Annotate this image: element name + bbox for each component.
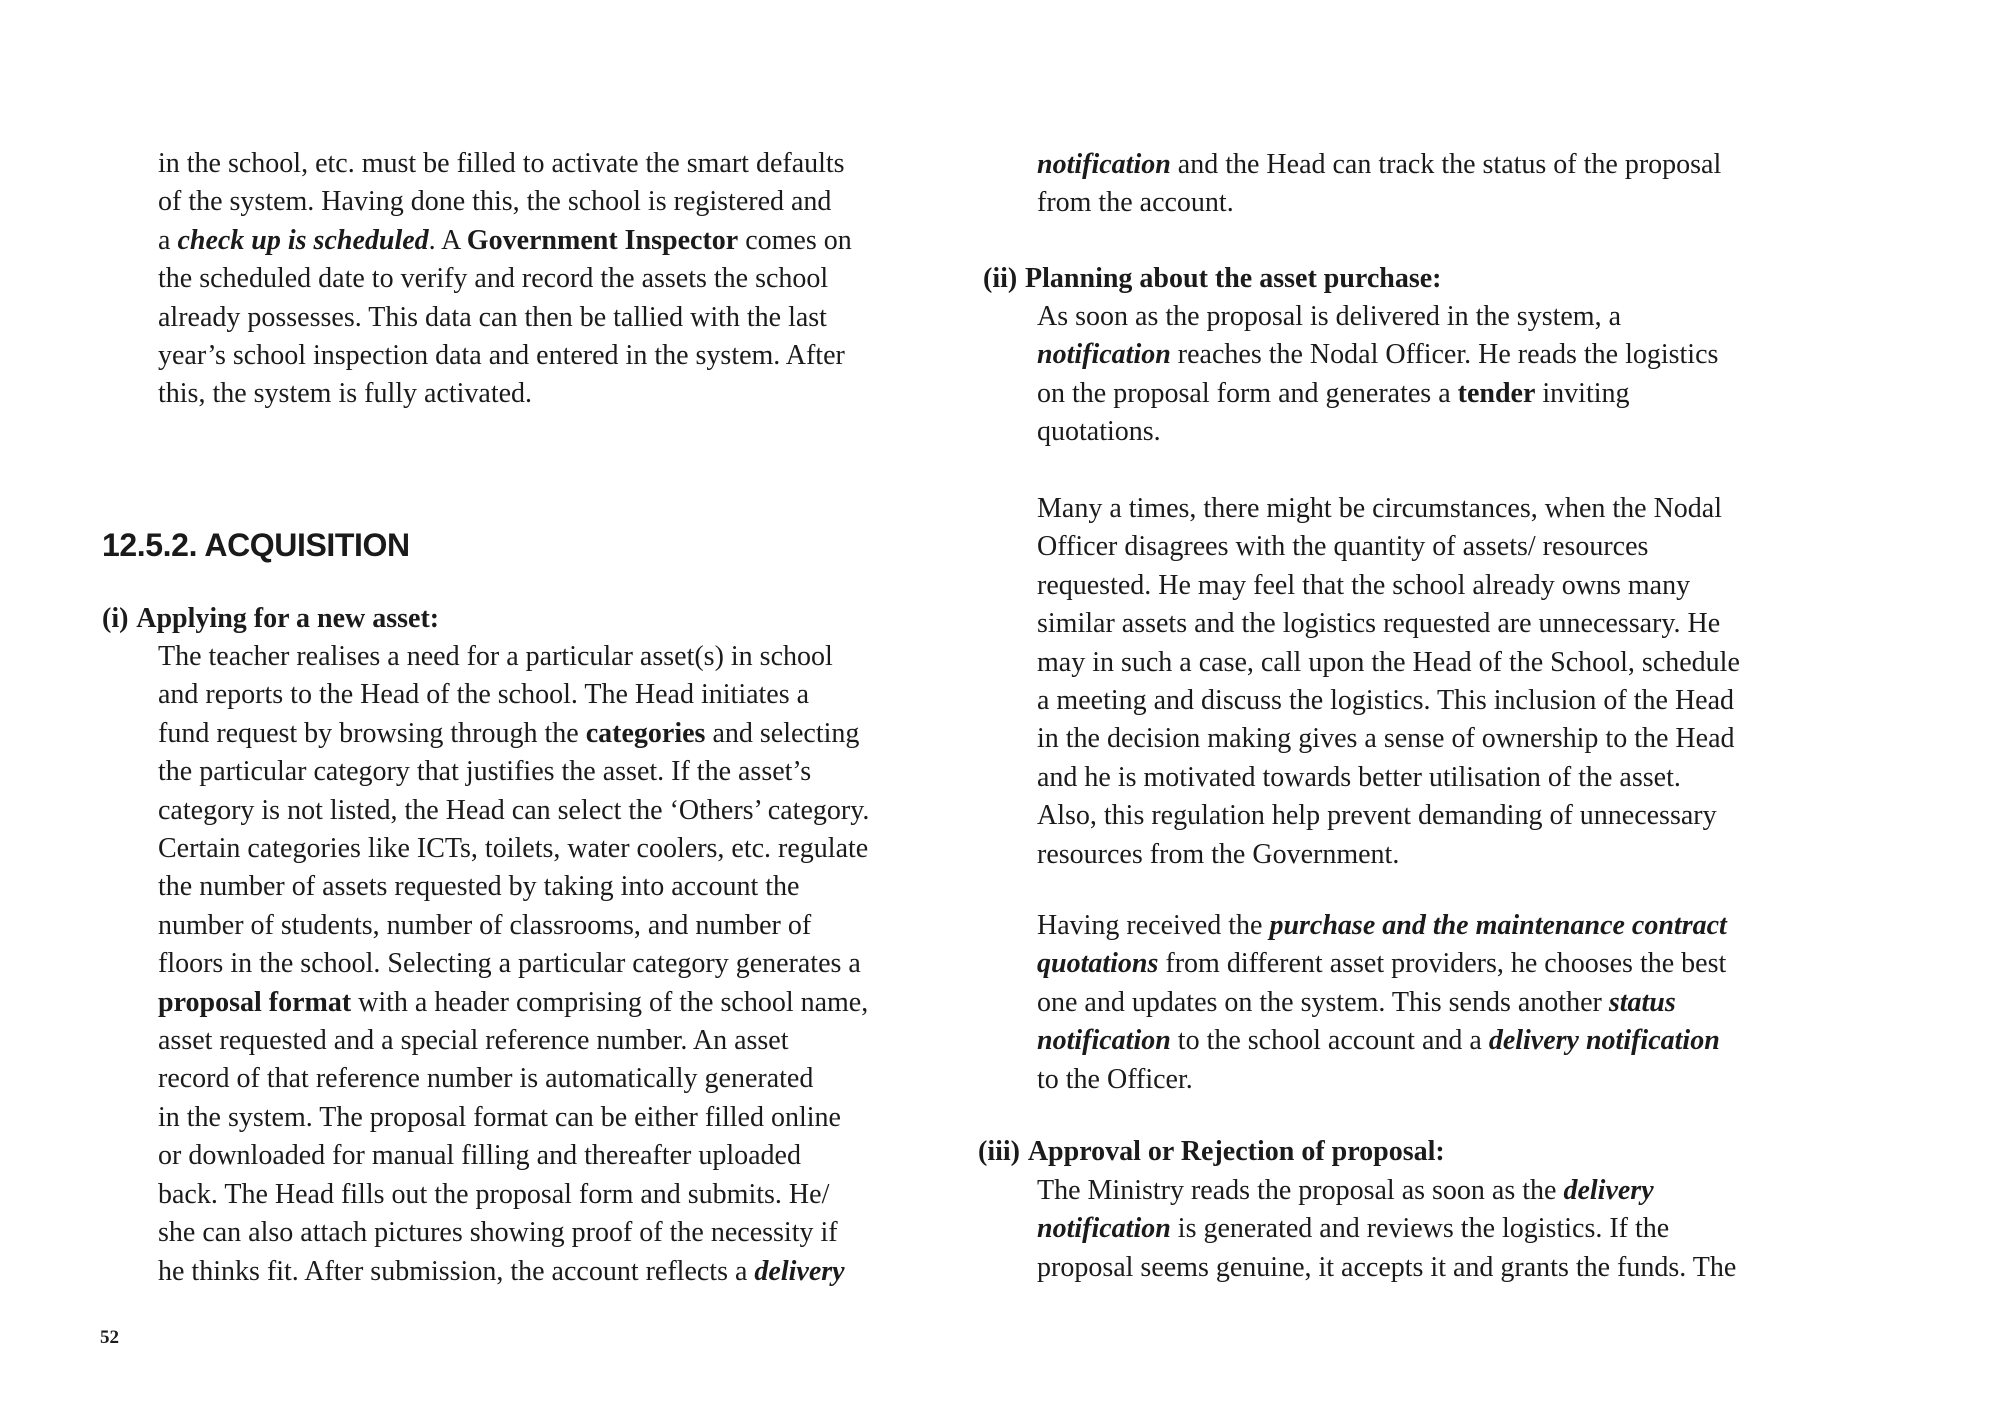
- text-line: or downloaded for manual filling and thereafter uploaded: [158, 1140, 801, 1172]
- text-line: The Ministry reads the proposal as soon as the delivery: [1037, 1175, 1654, 1206]
- text-line: from the account.: [1037, 187, 1234, 219]
- text-line: category is not listed, the Head can select the ‘Others’ category.: [158, 794, 870, 826]
- text-line: Also, this regulation help prevent demanding of unnecessary: [1037, 800, 1717, 832]
- text-line: to the Officer.: [1037, 1063, 1193, 1095]
- text-line: year’s school inspection data and entered in the system. After: [158, 340, 845, 372]
- text-line: in the system. The proposal format can be either filled online: [158, 1101, 841, 1133]
- continued-paragraph: [1037, 146, 1721, 223]
- text-line: and reports to the Head of the school. The Head initiates a: [158, 679, 810, 711]
- text-line: the scheduled date to verify and record the assets the school: [158, 263, 829, 295]
- text-line: asset requested and a special reference number. An asset: [158, 1025, 789, 1057]
- text-line: this, the system is fully activated.: [158, 378, 533, 410]
- text-line: The teacher realises a need for a particular asset(s) in school: [158, 641, 833, 672]
- item-iii-heading: [978, 1133, 1445, 1171]
- text-line: and he is motivated towards better utilisation of the asset.: [1037, 761, 1681, 793]
- text-line: notification and the Head can track the status of the proposal: [1037, 149, 1722, 180]
- text-line: requested. He may feel that the school already owns many: [1037, 569, 1691, 601]
- intro-paragraph: [158, 145, 852, 414]
- text-line: floors in the school. Selecting a particular category generates a: [158, 948, 861, 980]
- item-i-heading: [102, 600, 439, 638]
- text-line: quotations from different asset providers, he chooses the best: [1037, 948, 1727, 980]
- text-line: she can also attach pictures showing proof of the necessity if: [158, 1217, 838, 1249]
- item-iii-body: [1037, 1172, 1736, 1287]
- text-line: one and updates on the system. This sends another status: [1037, 986, 1676, 1018]
- item-ii-label: (ii): [983, 263, 1018, 294]
- text-line: he thinks fit. After submission, the account reflects a delivery: [158, 1255, 845, 1287]
- item-iii-title: Approval or Rejection of proposal:: [1027, 1136, 1445, 1167]
- item-ii-paragraph-2: [1037, 490, 1740, 874]
- text-line: proposal seems genuine, it accepts it and grants the funds. The: [1037, 1251, 1737, 1283]
- text-line: As soon as the proposal is delivered in the system, a: [1037, 301, 1622, 332]
- text-line: resources from the Government.: [1037, 838, 1400, 870]
- text-line: fund request by browsing through the categories and selecting: [158, 717, 860, 749]
- text-line: number of students, number of classrooms, and number of: [158, 909, 812, 941]
- text-line: a check up is scheduled. A Government Inspector comes on: [158, 224, 852, 256]
- text-line: notification reaches the Nodal Officer. He reads the logistics: [1037, 339, 1719, 371]
- item-iii-label: (iii): [978, 1136, 1020, 1167]
- item-ii-heading: [983, 260, 1441, 298]
- text-line: proposal format with a header comprising of the school name,: [158, 986, 869, 1018]
- text-line: notification to the school account and a delivery notification: [1037, 1025, 1720, 1057]
- text-line: Certain categories like ICTs, toilets, water coolers, etc. regulate: [158, 833, 869, 865]
- text-line: already possesses. This data can then be tallied with the last: [158, 301, 827, 333]
- text-line: Many a times, there might be circumstances, when the Nodal: [1037, 493, 1723, 524]
- item-ii-body: [1037, 298, 1718, 452]
- text-line: may in such a case, call upon the Head of the School, schedule: [1037, 646, 1740, 678]
- text-line: the number of assets requested by taking into account the: [158, 871, 800, 903]
- text-line: in the decision making gives a sense of ownership to the Head: [1037, 723, 1735, 755]
- text-line: similar assets and the logistics requested are unnecessary. He: [1037, 608, 1721, 640]
- item-i-label: (i): [102, 603, 129, 634]
- text-line: record of that reference number is automatically generated: [158, 1063, 814, 1095]
- page-number: 52: [100, 1327, 119, 1348]
- text-line: Officer disagrees with the quantity of assets/ resources: [1037, 531, 1649, 563]
- text-line: a meeting and discuss the logistics. This inclusion of the Head: [1037, 685, 1735, 717]
- text-line: Having received the purchase and the maintenance contract: [1037, 910, 1727, 941]
- item-i-body: [158, 638, 869, 1291]
- text-line: of the system. Having done this, the school is registered and: [158, 186, 832, 218]
- text-line: quotations.: [1037, 416, 1161, 448]
- item-ii-title: Planning about the asset purchase:: [1025, 263, 1442, 294]
- item-ii-paragraph-3: [1037, 907, 1727, 1099]
- text-line: on the proposal form and generates a tender inviting: [1037, 377, 1630, 409]
- section-heading: 12.5.2. ACQUISITION: [102, 527, 410, 563]
- text-line: back. The Head fills out the proposal form and submits. He/: [158, 1178, 830, 1210]
- text-line: the particular category that justifies the asset. If the asset’s: [158, 756, 812, 788]
- text-line: notification is generated and reviews the logistics. If the: [1037, 1213, 1670, 1245]
- item-i-title: Applying for a new asset:: [136, 603, 440, 634]
- text-line: in the school, etc. must be filled to activate the smart defaults: [158, 148, 845, 179]
